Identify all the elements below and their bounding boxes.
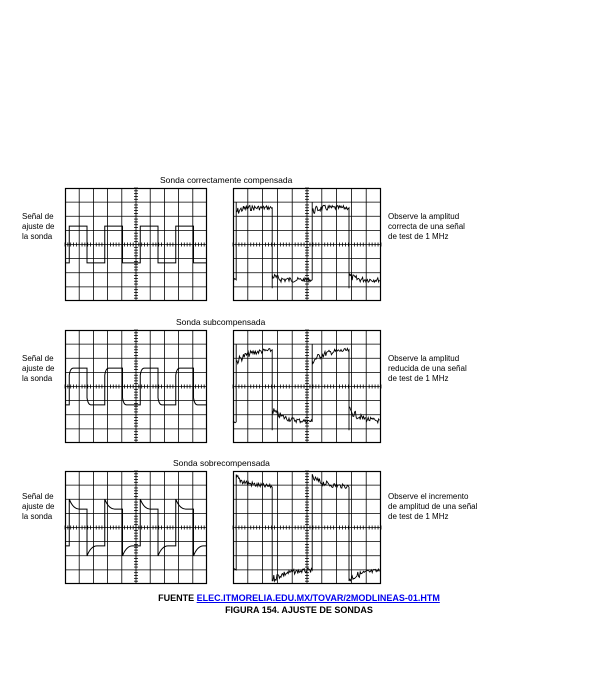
row-title: Sonda sobrecompensada [173, 458, 270, 468]
test-signal-scope [233, 330, 381, 443]
figure-caption: FIGURA 154. AJUSTE DE SONDAS [225, 605, 373, 615]
row-under [0, 317, 598, 447]
test-signal-scope [233, 471, 381, 584]
test-signal-scope [233, 188, 381, 301]
left-label: Señal de ajuste de la sonda [22, 354, 55, 383]
row-title: Sonda correctamente compensada [160, 175, 293, 185]
row-over [0, 458, 598, 588]
left-label: Señal de ajuste de la sonda [22, 492, 55, 521]
probe-signal-scope [65, 330, 207, 443]
row-title: Sonda subcompensada [176, 317, 266, 327]
source-prefix: FUENTE [158, 593, 195, 603]
source-link[interactable]: ELEC.ITMORELIA.EDU.MX/TOVAR/2MODLINEAS-01.HTM [196, 593, 440, 603]
probe-signal-scope [65, 471, 207, 584]
probe-signal-scope [65, 188, 207, 301]
right-label: Observe el incremento de amplitud de una señal de test de 1 MHz [388, 492, 478, 521]
right-label: Observe la amplitud correcta de una señal de test de 1 MHz [388, 212, 465, 241]
left-label: Señal de ajuste de la sonda [22, 212, 55, 241]
row-correct [0, 175, 598, 305]
source-line [0, 593, 598, 603]
right-label: Observe la amplitud reducida de una señal de test de 1 MHz [388, 354, 467, 383]
